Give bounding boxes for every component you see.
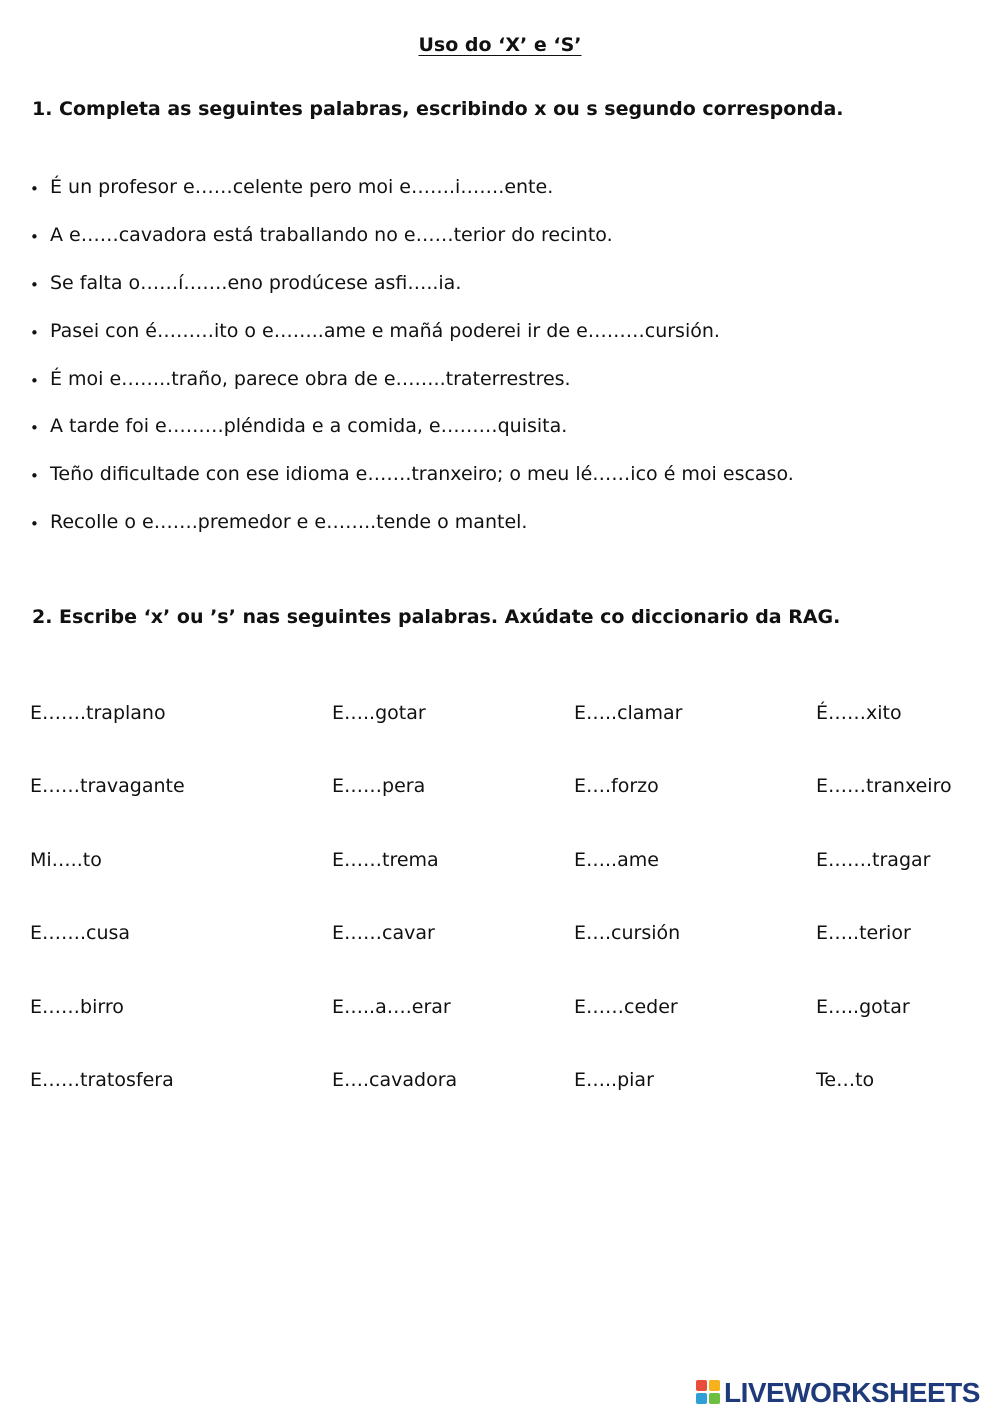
- bullet-icon: •: [30, 323, 39, 342]
- section-1-heading: 1. Completa as seguintes palabras, escribindo x ou s segundo corresponda.: [32, 98, 844, 120]
- list-item: [30, 463, 794, 511]
- list-item: [30, 368, 794, 416]
- sentence-text: É un profesor e……celente pero moi e…….i…….ente.: [50, 176, 554, 198]
- bullet-icon: •: [30, 419, 39, 438]
- sentence-text: Pasei con é………ito o e……..ame e mañá poderei ir de e………cursión.: [50, 319, 720, 342]
- word-item: E…..terior: [816, 922, 911, 945]
- logo-square: [696, 1393, 707, 1404]
- word-item: E……tratosfera: [30, 1068, 174, 1091]
- sentence-text: É moi e……..traño, parece obra de e……..traterrestres.: [50, 367, 571, 390]
- word-item: Te…to: [816, 1068, 875, 1091]
- sentence-text: Teño dificultade con ese idioma e…….tranxeiro; o meu lé……ico é moi escaso.: [50, 463, 794, 486]
- word-item: E……tranxeiro: [816, 775, 952, 798]
- word-item: E….forzo: [574, 775, 659, 798]
- word-item: E…..gotar: [332, 702, 426, 724]
- list-item: [30, 320, 794, 368]
- word-item: E……pera: [332, 775, 426, 798]
- bullet-icon: •: [30, 180, 39, 198]
- list-item: [30, 511, 794, 559]
- word-item: E……travagante: [30, 775, 185, 798]
- word-item: E…..gotar: [816, 995, 910, 1018]
- sentence-text: Se falta o……í…….eno prodúcese asfi…..ia.: [50, 271, 462, 294]
- word-item: É……xito: [816, 702, 902, 724]
- logo-text: LIVEWORKSHEETS: [724, 1377, 980, 1408]
- word-grid: [30, 702, 966, 1142]
- logo-square: [709, 1393, 720, 1404]
- logo-squares-icon: [696, 1380, 722, 1406]
- bullet-icon: •: [30, 515, 39, 534]
- word-item: E…..ame: [574, 848, 659, 871]
- sentence-text: Recolle o e…….premedor e e……..tende o mantel.: [50, 511, 528, 534]
- word-item: E….cursión: [574, 922, 681, 945]
- word-item: E…….tragar: [816, 848, 931, 871]
- list-item: [30, 224, 794, 272]
- sentence-text: A e……cavadora está traballando no e……terior do recinto.: [50, 223, 613, 246]
- word-item: Mi…..to: [30, 848, 102, 871]
- word-item: E……birro: [30, 995, 124, 1018]
- section-2-heading: 2. Escribe ‘x’ ou ’s’ nas seguintes palabras. Axúdate co diccionario da RAG.: [32, 606, 841, 628]
- word-item: E….cavadora: [332, 1068, 458, 1091]
- word-item: E…..clamar: [574, 702, 683, 724]
- word-item: E…….cusa: [30, 922, 131, 945]
- sentence-list: [30, 176, 794, 559]
- list-item: [30, 415, 794, 463]
- bullet-icon: •: [30, 467, 39, 486]
- word-item: E……cavar: [332, 922, 435, 945]
- bullet-icon: •: [30, 227, 39, 246]
- list-item: [30, 176, 794, 224]
- worksheet-title: Uso do ‘X’ e ‘S’: [418, 34, 582, 56]
- bullet-icon: •: [30, 275, 39, 294]
- list-item: [30, 272, 794, 320]
- word-item: E…..a….erar: [332, 995, 451, 1018]
- word-item: E…….traplano: [30, 702, 166, 724]
- logo-square: [709, 1380, 720, 1391]
- word-item: E……trema: [332, 848, 439, 871]
- word-item: E…..piar: [574, 1068, 654, 1091]
- bullet-icon: •: [30, 371, 39, 390]
- word-item: E……ceder: [574, 995, 678, 1018]
- sentence-text: A tarde foi e………pléndida e a comida, e………quisita.: [50, 415, 568, 438]
- liveworksheets-logo: [696, 1377, 980, 1409]
- logo-square: [696, 1380, 707, 1391]
